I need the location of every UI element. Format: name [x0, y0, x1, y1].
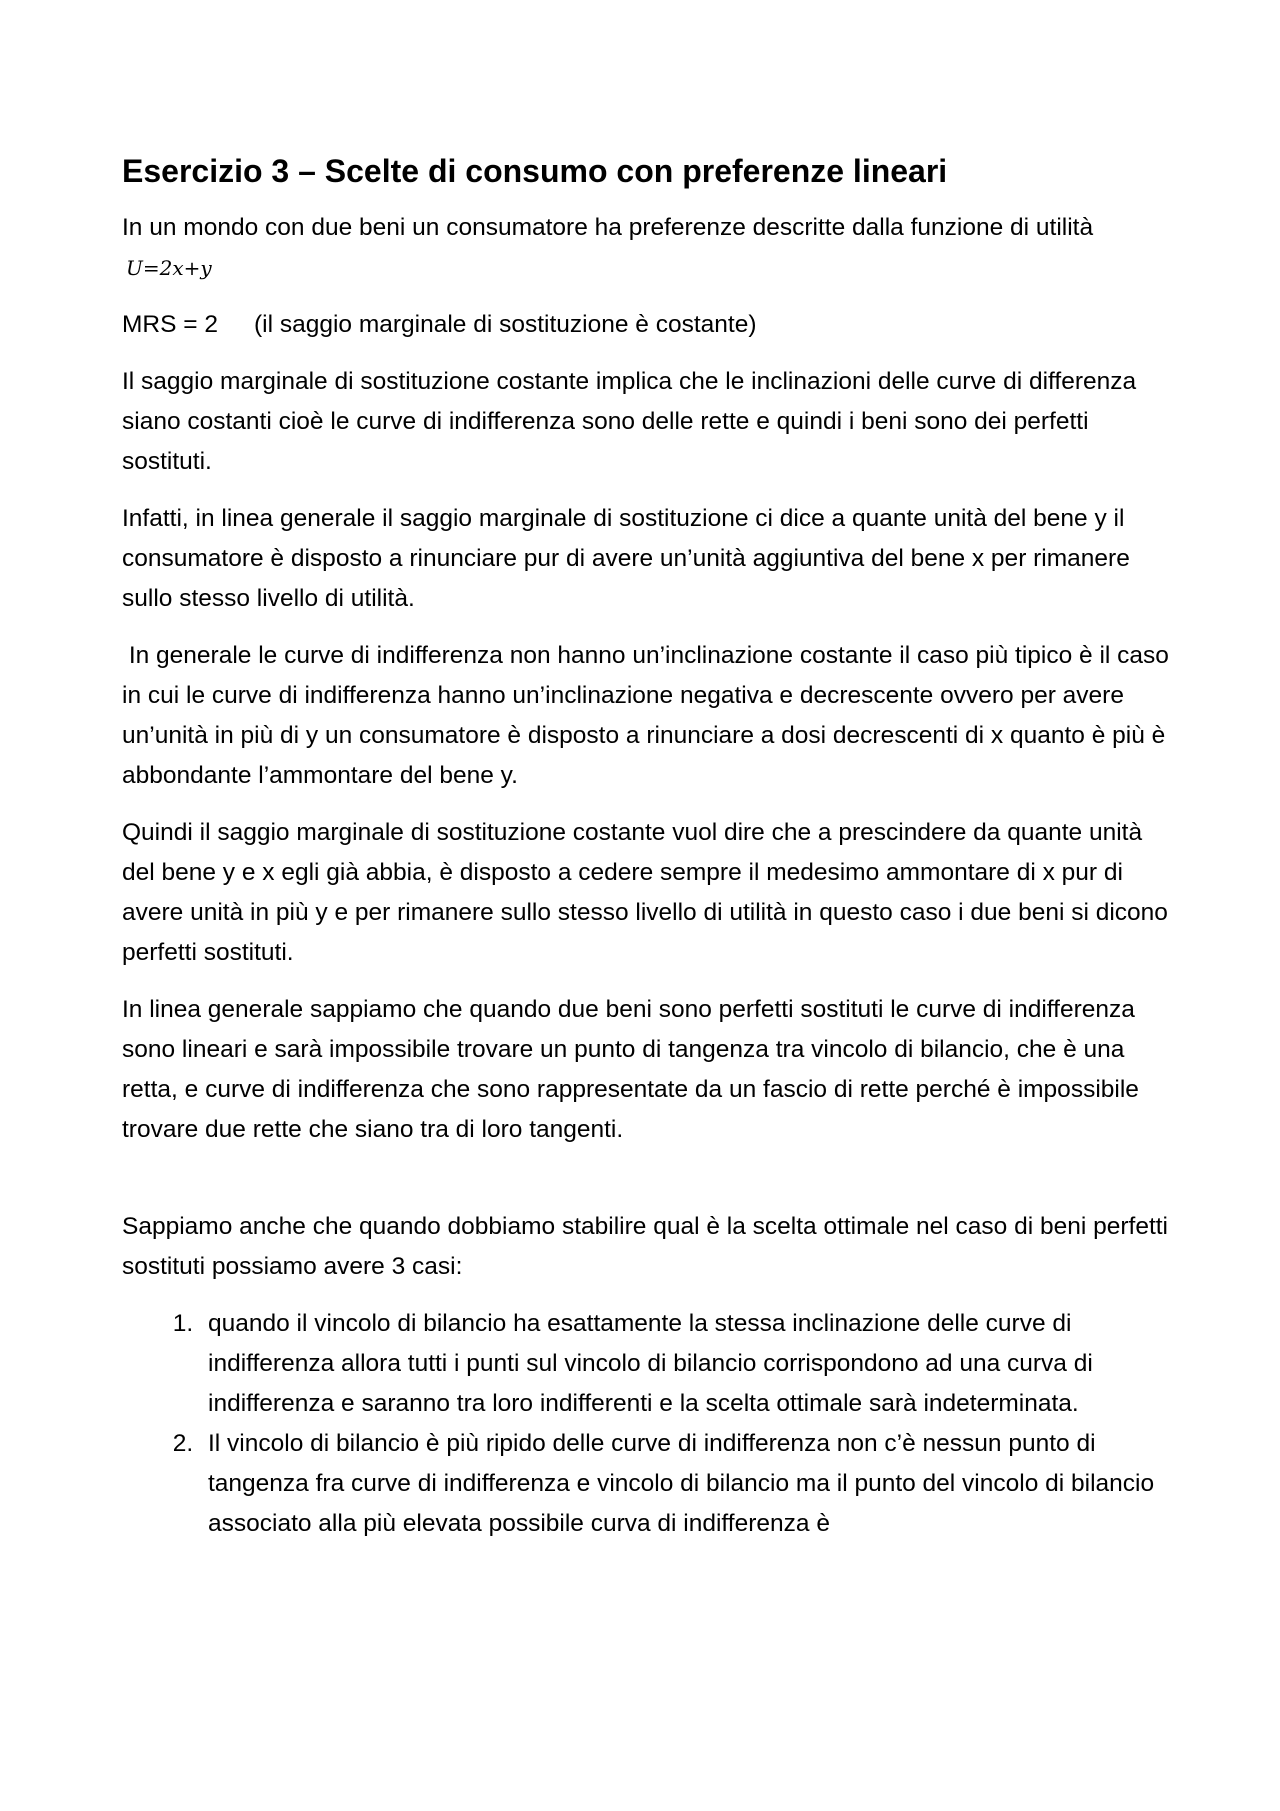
list-item: 2. Il vincolo di bilancio è più ripido delle curve di indifferenza non c’è nessun punto di tangenza fra curve di indifferenza e vincolo di bilancio ma il punto del vincolo di bilancio associato alla più elevata possibile curva di indifferenza è — [200, 1424, 1172, 1544]
list-item: 1. quando il vincolo di bilancio ha esattamente la stessa inclinazione delle curve di indifferenza allora tutti i punti sul vincolo di bilancio corrispondono ad una curva di indifferenza e saranno tra loro indifferenti e la scelta ottimale sarà indeterminata. — [200, 1304, 1172, 1424]
paragraph-constant-mrs: Il saggio marginale di sostituzione costante implica che le inclinazioni delle curve di differenza siano costanti cioè le curve di indifferenza sono delle rette e quindi i beni sono dei perfetti sostituti. — [122, 368, 1137, 475]
utility-formula: U=2x+y — [126, 256, 212, 280]
cases-list — [122, 1304, 1172, 1544]
document-page — [122, 150, 1176, 1544]
intro-text: In un mondo con due beni un consumatore ha preferenze descritte dalla funzione di utilità — [122, 214, 1094, 241]
intro-paragraph — [122, 208, 1172, 288]
mrs-line — [122, 305, 1172, 345]
cases-intro: Sappiamo anche che quando dobbiamo stabilire qual è la scelta ottimale nel caso di beni perfetti sostituti possiamo avere 3 casi: — [122, 1213, 1168, 1280]
paragraph-general-curves: In generale le curve di indifferenza non hanno un’inclinazione costante il caso più tipico è il caso in cui le curve di indifferenza hanno un’inclinazione negativa e decrescente ovvero per avere un’unità in più di y un consumatore è disposto a rinunciare a dosi decrescenti di x quanto è più è abbondante l’ammontare del bene y. — [122, 642, 1176, 789]
paragraph-mrs-definition: Infatti, in linea generale il saggio marginale di sostituzione ci dice a quante unità del bene y il consumatore è disposto a rinunciare pur di avere un’unità aggiuntiva del bene x per rimanere sullo stesso livello di utilità. — [122, 505, 1130, 612]
paragraph-no-tangency: In linea generale sappiamo che quando due beni sono perfetti sostituti le curve di indifferenza sono lineari e sarà impossibile trovare un punto di tangenza tra vincolo di bilancio, che è una retta, e curve di indifferenza che sono rappresentate da un fascio di rette perché è impossibile trovare due rette che siano tra di loro tangenti. — [122, 996, 1139, 1143]
exercise-title: Esercizio 3 – Scelte di consumo con preferenze lineari — [122, 153, 948, 189]
mrs-note: (il saggio marginale di sostituzione è costante) — [254, 311, 757, 338]
mrs-label: MRS = 2 — [122, 311, 218, 338]
blank-line — [122, 1167, 1172, 1207]
paragraph-perfect-substitutes: Quindi il saggio marginale di sostituzione costante vuol dire che a prescindere da quante unità del bene y e x egli già abbia, è disposto a cedere sempre il medesimo ammontare di x pur di avere unità in più y e per rimanere sullo stesso livello di utilità in questo caso i due beni si dicono perfetti sostituti. — [122, 819, 1168, 966]
